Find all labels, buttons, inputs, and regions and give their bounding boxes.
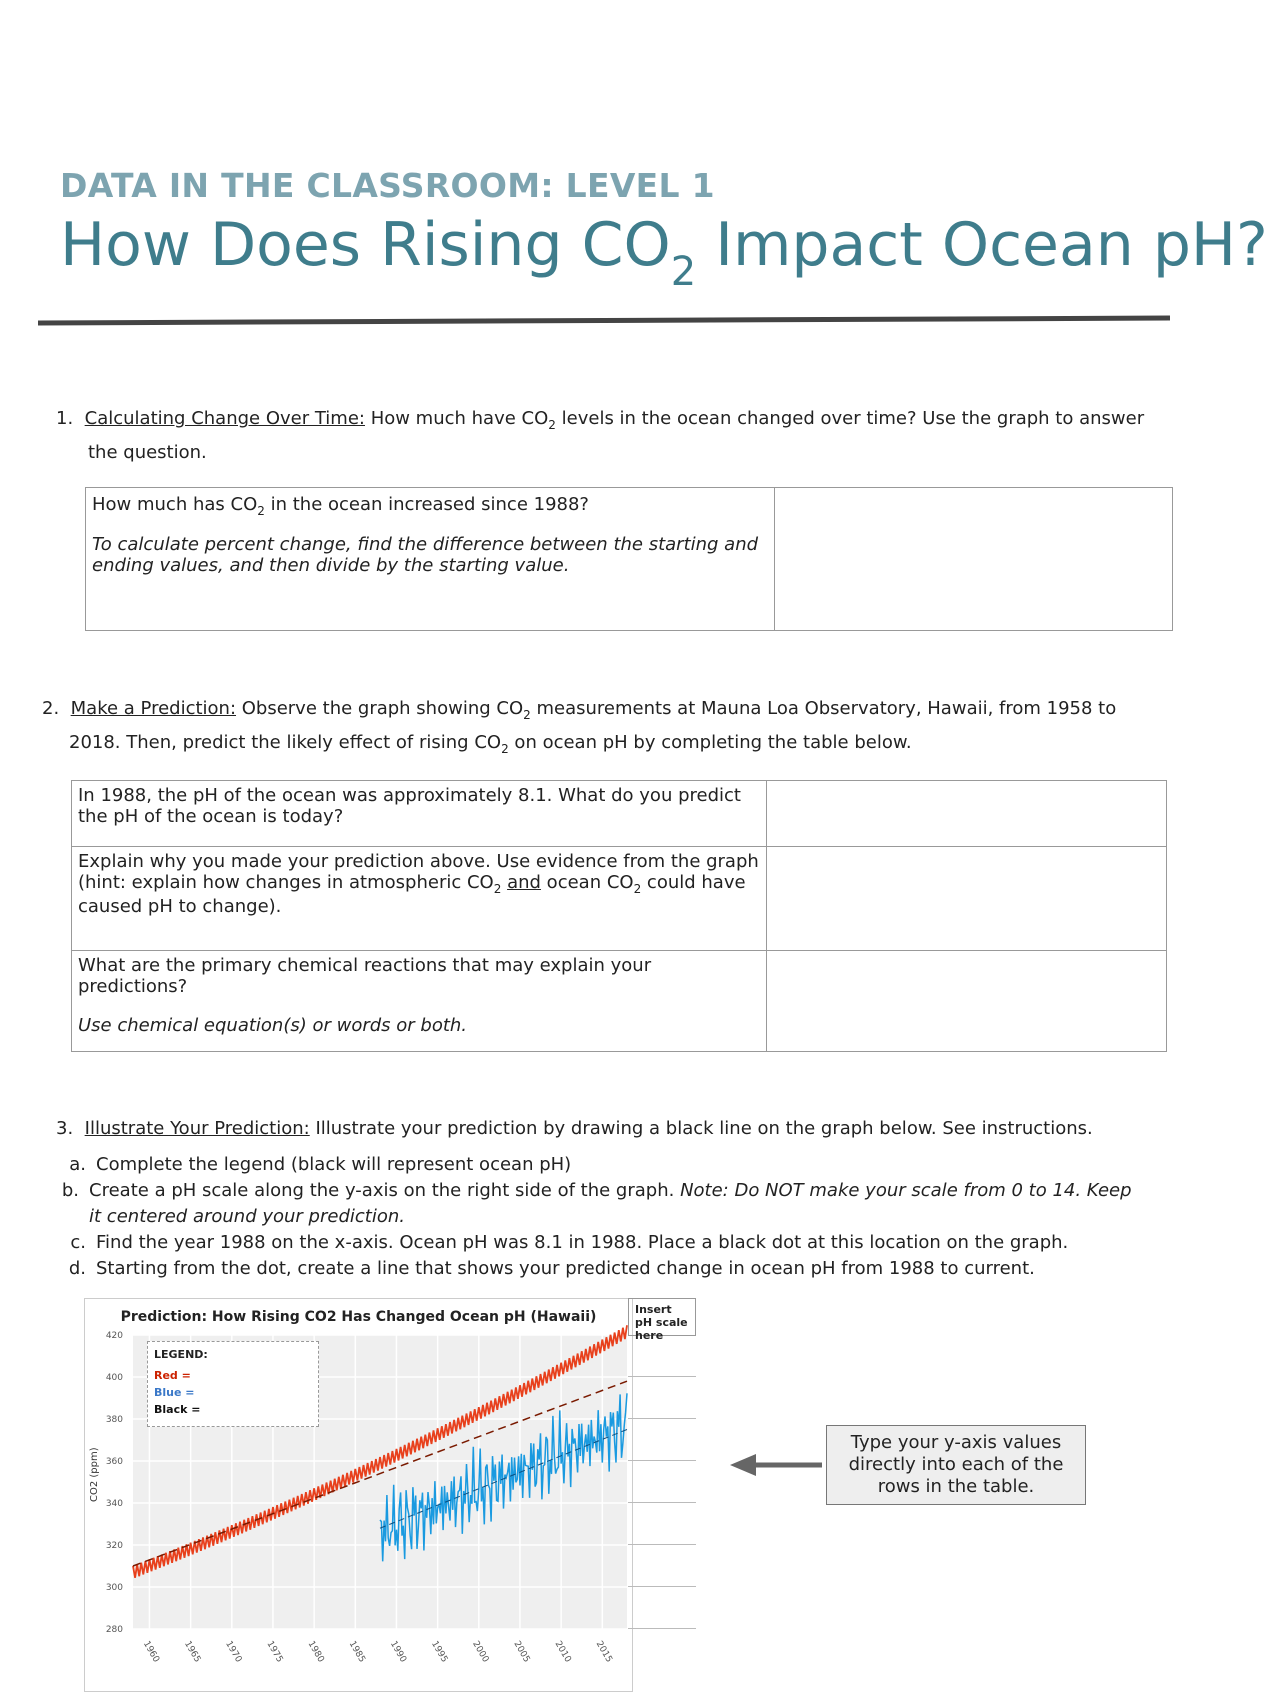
ph-scale-row[interactable] <box>628 1586 696 1587</box>
header-rule <box>38 316 1170 326</box>
x-tick-label: 1980 <box>305 1639 326 1665</box>
question-3: 3. Illustrate Your Prediction: Illustrate your prediction by drawing a black line on the graph below. See instructions. <box>56 1118 1093 1139</box>
x-tick-label: 1990 <box>387 1639 408 1665</box>
q1-answer-cell[interactable] <box>775 488 1173 631</box>
chart-legend[interactable] <box>147 1341 319 1427</box>
question-1-cont: the question. <box>88 442 207 463</box>
y-tick-label: 340 <box>105 1499 123 1509</box>
q2-row2-answer[interactable] <box>767 847 1167 951</box>
instruction-note-box: Type your y-axis values directly into each of the rows in the table. <box>826 1425 1086 1505</box>
instruction-c: c. Find the year 1988 on the x-axis. Ocean pH was 8.1 in 1988. Place a black dot at this location on the graph. <box>70 1232 1069 1253</box>
q1-answer-table <box>85 487 1173 631</box>
x-tick-label: 1970 <box>223 1639 244 1665</box>
instruction-d: d. Starting from the dot, create a line that shows your predicted change in ocean pH from 1988 to current. <box>68 1258 1035 1279</box>
q2-row1-prompt: In 1988, the pH of the ocean was approximately 8.1. What do you predict the pH of the ocean is today? <box>72 781 767 847</box>
x-tick-label: 2010 <box>552 1639 573 1665</box>
legend-title: LEGEND: <box>154 1348 208 1361</box>
y-axis-label: CO2 (ppm) <box>89 1447 100 1502</box>
legend-red[interactable]: Red = <box>154 1369 191 1382</box>
x-tick-label: 1960 <box>140 1639 161 1665</box>
x-tick-label: 1965 <box>182 1639 203 1665</box>
y-tick-label: 300 <box>105 1583 123 1593</box>
ph-scale-row[interactable] <box>628 1502 696 1503</box>
q1-prompt-cell: How much has $CO_2$ in the ocean increased since 1988? To calculate percent change, find the difference between the starting and ending values, and then divide by the starting value. <box>86 488 775 631</box>
x-tick-label: 1985 <box>346 1639 367 1665</box>
x-tick-label: 2015 <box>593 1639 614 1665</box>
x-tick-label: 1995 <box>429 1639 450 1665</box>
q2-answer-table <box>71 780 1167 1052</box>
co2-chart <box>84 1298 633 1692</box>
y-tick-label: 420 <box>105 1331 123 1341</box>
page-title: How Does Rising $CO_2$ Impact Ocean pH? <box>60 210 1268 295</box>
ph-scale-row[interactable] <box>628 1418 696 1419</box>
ph-scale-row[interactable] <box>628 1628 696 1629</box>
y-tick-label: 400 <box>105 1373 123 1383</box>
q2-row3-answer[interactable] <box>767 951 1167 1052</box>
y-tick-label: 280 <box>105 1625 123 1635</box>
instruction-a: a. Complete the legend (black will represent ocean pH) <box>69 1154 572 1175</box>
ph-scale-row[interactable] <box>628 1460 696 1461</box>
page-kicker: DATA IN THE CLASSROOM: LEVEL 1 <box>60 166 715 205</box>
question-1: 1. Calculating Change Over Time: How much have $CO_2$ levels in the ocean changed over time? Use the graph to answer <box>56 408 1145 432</box>
y-tick-label: 360 <box>105 1457 123 1467</box>
x-tick-label: 2005 <box>511 1639 532 1665</box>
q3-instructions <box>56 1152 1136 1282</box>
arrow-left-icon <box>730 1450 824 1480</box>
x-tick-label: 2000 <box>470 1639 491 1665</box>
chart-title: Prediction: How Rising CO2 Has Changed Ocean pH (Hawaii) <box>120 1309 597 1325</box>
y-tick-label: 320 <box>105 1541 123 1551</box>
insert-ph-scale-label: Insert pH scale here <box>628 1298 696 1336</box>
instruction-b: b. Create a pH scale along the y-axis on the right side of the graph. Note: Do NOT make your scale from 0 to 14. Keep it centered around your prediction. <box>61 1180 1132 1227</box>
y-tick-label: 380 <box>105 1415 123 1425</box>
question-2: 2. Make a Prediction: Observe the graph showing $CO_2$ measurements at Mauna Loa Observatory, Hawaii, from 1958 to <box>42 698 1117 722</box>
q2-row1-answer[interactable] <box>767 781 1167 847</box>
ph-scale-row[interactable] <box>628 1376 696 1377</box>
ph-scale-row[interactable] <box>628 1544 696 1545</box>
question-2-cont: 2018. Then, predict the likely effect of rising $CO_2$ on ocean pH by completing the table below. <box>69 732 912 756</box>
legend-black[interactable]: Black = <box>154 1403 201 1416</box>
x-tick-label: 1975 <box>264 1639 285 1665</box>
legend-blue[interactable]: Blue = <box>154 1386 195 1399</box>
q2-row3-prompt: What are the primary chemical reactions that may explain your predictions? Use chemical equation(s) or words or both. <box>72 951 767 1052</box>
q2-row2-prompt: Explain why you made your prediction above. Use evidence from the graph (hint: explain how changes in atmospheric $CO_2$ and ocean $CO_2$ could have caused pH to change). <box>72 847 767 951</box>
